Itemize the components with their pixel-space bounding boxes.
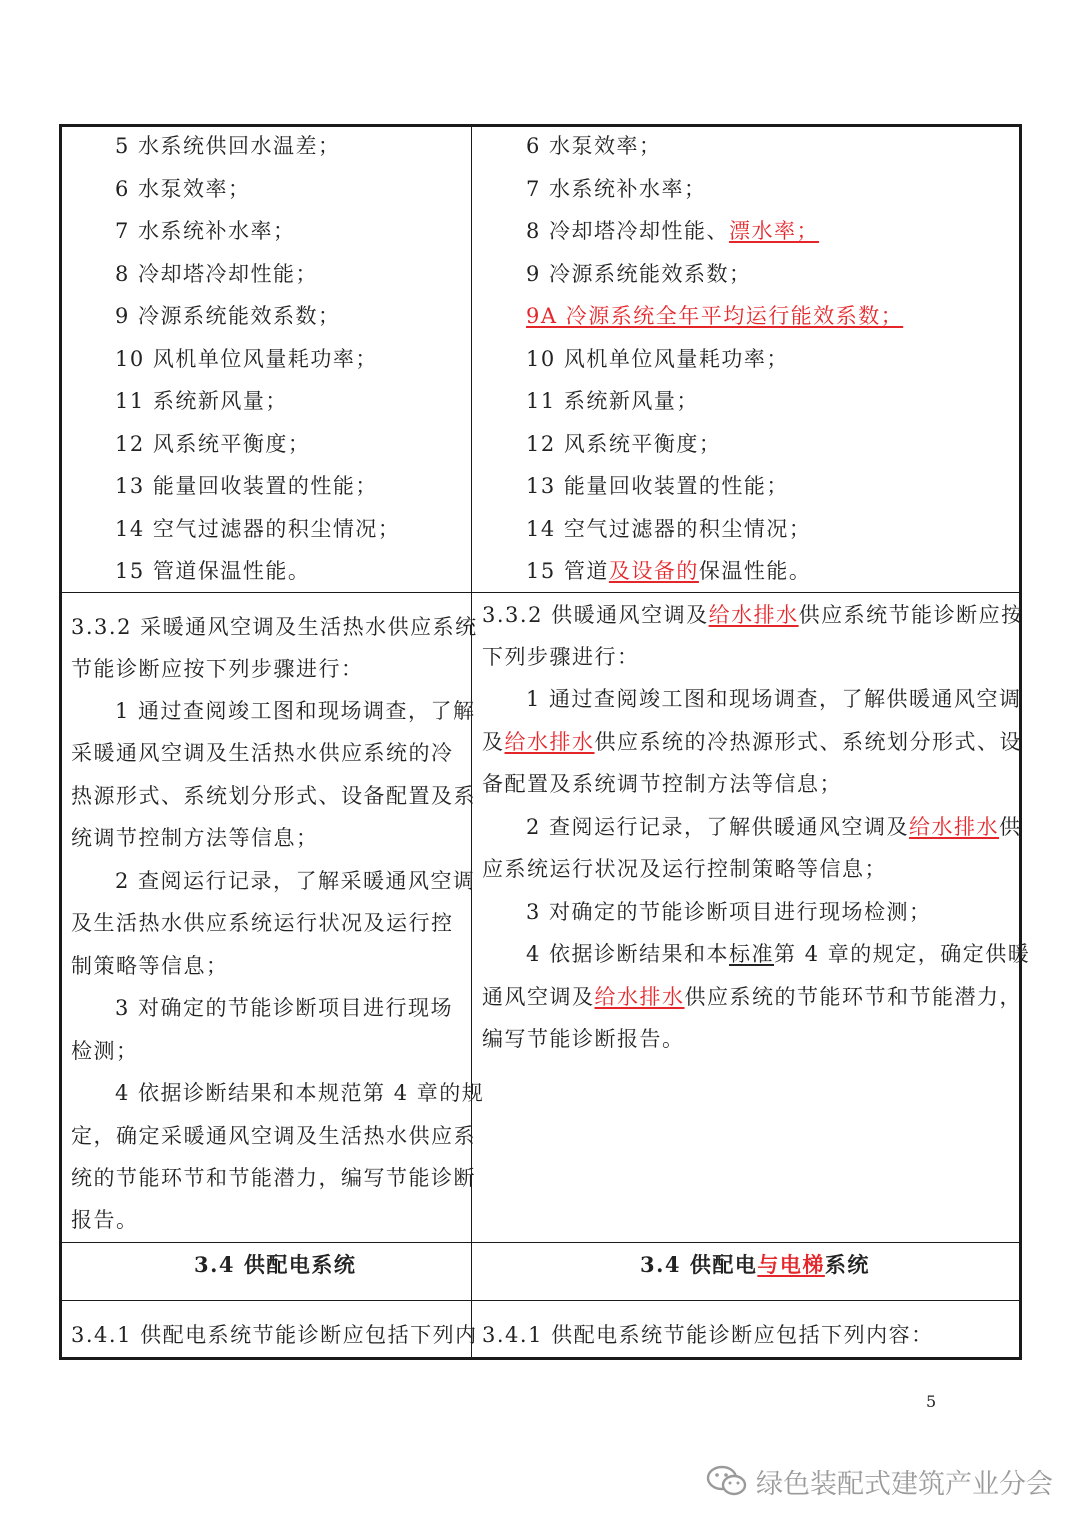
left-mid-line: 报告。 (71, 1208, 139, 1232)
right-item-14: 14 空气过滤器的积尘情况； (526, 517, 812, 541)
right-mid-line: 备配置及系统调节控制方法等信息； (482, 772, 842, 796)
right-section-heading (640, 1252, 870, 1278)
left-item-10: 10 风机单位风量耗功率； (115, 347, 378, 371)
left-mid-line: 统的节能环节和节能潜力，编写节能诊断 (71, 1166, 476, 1190)
right-mid-text: 供应系统的冷热源形式、系统划分形式、设 (594, 730, 1022, 754)
right-item-6: 6 水泵效率； (526, 134, 662, 158)
right-item-9a-added: 9A 冷源系统全年平均运行能效系数； (526, 304, 904, 328)
left-step-2: 2 查阅运行记录，了解采暖通风空调 (115, 869, 476, 893)
left-mid-line: 统调节控制方法等信息； (71, 826, 319, 850)
right-mid-added: 给水排水 (594, 985, 685, 1009)
right-step-3: 3 对确定的节能诊断项目进行现场检测； (526, 900, 932, 924)
right-clause-3-4-1: 3.4.1 供配电系统节能诊断应包括下列内容： (482, 1323, 934, 1347)
left-clause-3-4-1: 3.4.1 供配电系统节能诊断应包括下列内 (71, 1323, 478, 1347)
right-mid-added: 给水排水 (504, 730, 595, 754)
right-item-11: 11 系统新风量； (526, 389, 699, 413)
left-step-1: 1 通过查阅竣工图和现场调查，了解 (115, 699, 476, 723)
left-step-3: 3 对确定的节能诊断项目进行现场 (115, 996, 454, 1020)
right-mid-text: 第 4 章的规定，确定供暖 (774, 942, 1031, 966)
right-item-15-added: 及设备的 (608, 559, 699, 583)
left-item-5: 5 水系统供回水温差； (115, 134, 341, 158)
right-mid-text: 4 依据诊断结果和本 (526, 942, 730, 966)
right-heading-text-end: 系统 (824, 1252, 870, 1277)
left-clause-3-3-2: 3.3.2 采暖通风空调及生活热水供应系统 (71, 615, 478, 639)
table-border-top (59, 124, 1022, 127)
right-item-12: 12 风系统平衡度； (526, 432, 722, 456)
left-mid-line: 采暖通风空调及生活热水供应系统的冷 (71, 741, 454, 765)
right-mid-line (482, 729, 1022, 755)
right-clause-3-3-2 (482, 602, 1024, 628)
left-item-7: 7 水系统补水率； (115, 219, 296, 243)
right-mid-line: 编写节能诊断报告。 (482, 1027, 685, 1051)
right-item-15 (526, 558, 811, 584)
left-item-9: 9 冷源系统能效系数； (115, 304, 341, 328)
watermark (706, 1461, 1053, 1501)
left-mid-line: 定，确定采暖通风空调及生活热水供应系 (71, 1124, 476, 1148)
right-heading-added: 与电梯 (757, 1252, 825, 1277)
right-item-8-text: 8 冷却塔冷却性能、 (526, 219, 730, 243)
right-item-10: 10 风机单位风量耗功率； (526, 347, 789, 371)
right-mid-text: 供应系统节能诊断应按 (798, 603, 1024, 627)
left-step-4: 4 依据诊断结果和本规范第 4 章的规 (115, 1081, 485, 1105)
page-number: 5 (926, 1392, 937, 1411)
right-step-4 (526, 941, 1030, 967)
right-mid-text: 及 (482, 730, 505, 754)
right-step-2 (526, 814, 1022, 840)
right-mid-added: 给水排水 (708, 603, 799, 627)
left-item-6: 6 水泵效率； (115, 177, 251, 201)
left-item-12: 12 风系统平衡度； (115, 432, 311, 456)
right-mid-added: 给水排水 (909, 815, 1000, 839)
wechat-icon (706, 1464, 748, 1498)
right-mid-line (482, 984, 1022, 1010)
left-mid-line: 热源形式、系统划分形式、设备配置及系 (71, 784, 476, 808)
left-item-13: 13 能量回收装置的性能； (115, 474, 378, 498)
right-mid-text: 通风空调及 (482, 985, 595, 1009)
left-mid-line: 检测； (71, 1039, 139, 1063)
table-border-left (59, 124, 62, 1360)
right-item-8-added: 漂水率； (729, 219, 820, 243)
right-mid-text: 3.3.2 供暖通风空调及 (482, 603, 709, 627)
left-item-8: 8 冷却塔冷却性能； (115, 262, 319, 286)
right-item-15-text-end: 保温性能。 (698, 559, 812, 583)
right-item-13: 13 能量回收装置的性能； (526, 474, 789, 498)
row-divider-3 (59, 1300, 1022, 1301)
row-divider-1 (59, 592, 1022, 593)
right-item-15-text: 15 管道 (526, 559, 609, 583)
left-item-11: 11 系统新风量； (115, 389, 288, 413)
right-mid-text: 2 查阅运行记录，了解供暖通风空调及 (526, 815, 910, 839)
right-mid-text: 供 (999, 815, 1022, 839)
watermark-text: 绿色装配式建筑产业分会 (756, 1468, 1053, 1500)
table-border-bottom (59, 1357, 1022, 1360)
left-item-14: 14 空气过滤器的积尘情况； (115, 517, 401, 541)
right-item-7: 7 水系统补水率； (526, 177, 707, 201)
right-mid-line: 应系统运行状况及运行控制策略等信息； (482, 857, 887, 881)
left-section-heading: 3.4 供配电系统 (194, 1252, 357, 1277)
left-mid-line: 制策略等信息； (71, 954, 229, 978)
right-mid-line: 下列步骤进行： (482, 645, 640, 669)
right-mid-underlined: 标准 (729, 942, 775, 966)
right-mid-text: 供应系统的节能环节和节能潜力， (684, 985, 1022, 1009)
right-item-9: 9 冷源系统能效系数； (526, 262, 752, 286)
left-item-15: 15 管道保温性能。 (115, 559, 311, 583)
right-item-8 (526, 218, 819, 244)
row-divider-2 (59, 1242, 1022, 1243)
right-step-1: 1 通过查阅竣工图和现场调查，了解供暖通风空调 (526, 687, 1022, 711)
left-mid-line: 节能诊断应按下列步骤进行： (71, 657, 364, 681)
left-mid-line: 及生活热水供应系统运行状况及运行控 (71, 911, 454, 935)
right-heading-text: 3.4 供配电 (640, 1252, 758, 1277)
